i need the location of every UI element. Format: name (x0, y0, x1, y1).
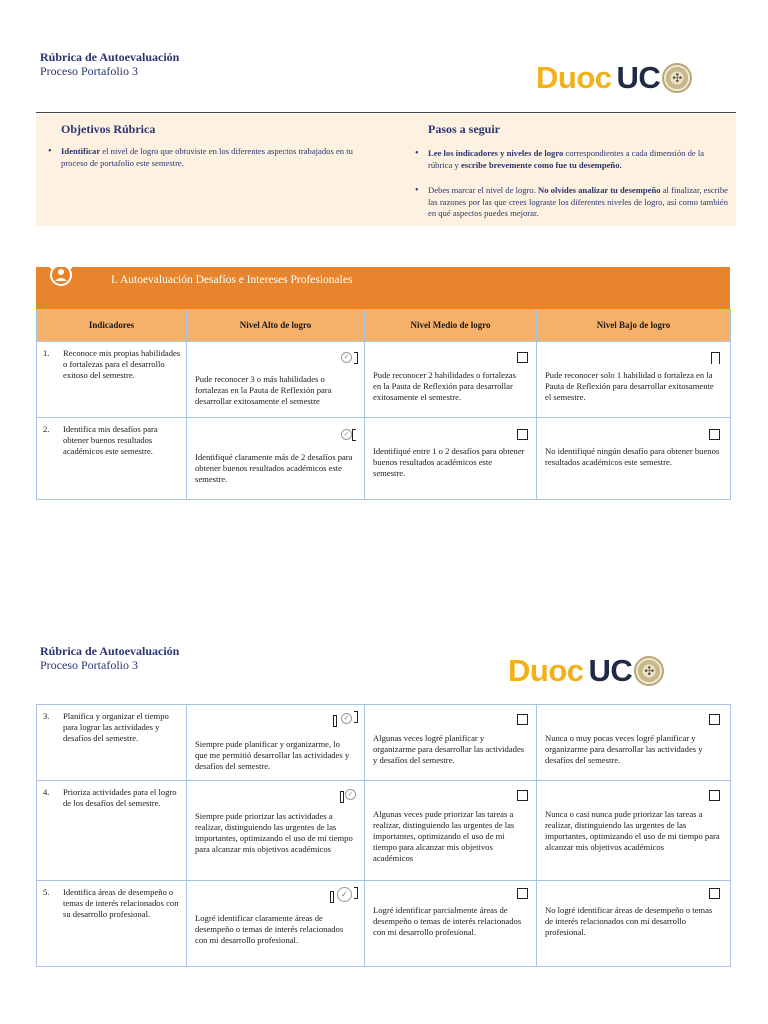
level-medium-text: Pude reconocer 2 habilidades o fortalezas en la Pauta de Reflexión para desarrollar exitosamente el semestre. (373, 370, 516, 402)
checkbox-medium[interactable] (517, 790, 528, 801)
bracket-mark (354, 711, 358, 723)
indicator-cell (37, 418, 187, 500)
level-low-text: Nunca o muy pocas veces logré planificar y organizarme para desarrollar las actividades y desafíos del semestre. (545, 733, 703, 765)
table-header-row (37, 310, 731, 342)
indicator-cell (37, 881, 187, 967)
rubric-table-1 (36, 309, 731, 500)
header-divider (36, 112, 736, 113)
header-nivel-bajo: Nivel Bajo de logro (537, 310, 731, 342)
objectives-bullet (61, 146, 376, 169)
level-low-text: No identifiqué ningún desafío para obtener buenos resultados académicos este semestre. (545, 446, 720, 467)
objectives-text: el nivel de logro que obtuviste en los diferentes aspectos trabajados en tu proceso de portafolio este semestre. (61, 146, 353, 168)
steps-b1-text1: correspondientes a cada dimensión de la rúbrica y (428, 148, 705, 170)
page-subtitle-2: Proceso Portafolio 3 (40, 658, 138, 672)
page-title-2: Rúbrica de Autoevaluación (40, 644, 180, 658)
university-seal-icon: ✣ (662, 63, 692, 93)
check-circle-icon: ✓ (341, 352, 352, 363)
table-row (37, 705, 731, 781)
check-circle-icon: ✓ (345, 789, 356, 800)
checkbox-medium[interactable] (517, 429, 528, 440)
level-low-text: No logré identificar áreas de desempeño o temas de interés relacionados con mi desarrollo profesional. (545, 905, 713, 937)
checkbox-low[interactable] (709, 714, 720, 725)
university-seal-icon: ✣ (634, 656, 664, 686)
row-number: 4. (43, 787, 50, 797)
logo-uc-text: UC (588, 653, 633, 688)
level-low-cell[interactable] (537, 881, 731, 967)
row-number: 5. (43, 887, 50, 897)
checkbox-high[interactable] (333, 715, 337, 727)
level-high-cell[interactable] (187, 881, 365, 967)
row-number: 2. (43, 424, 50, 434)
level-low-cell[interactable] (537, 342, 731, 418)
level-low-cell[interactable] (537, 418, 731, 500)
indicator-text: Identifica mis desafíos para obtener buenos resultados académicos este semestre. (63, 424, 158, 456)
objectives-title: Objetivos Rúbrica (61, 122, 156, 136)
level-medium-cell[interactable] (365, 418, 537, 500)
row-number: 3. (43, 711, 50, 721)
steps-bullet-2 (428, 185, 728, 220)
level-high-cell[interactable] (187, 705, 365, 781)
level-medium-cell[interactable] (365, 881, 537, 967)
objectives-panel (36, 114, 736, 226)
bracket-mark (354, 887, 358, 899)
objectives-bold: Identificar (61, 146, 101, 156)
steps-b1-bold1: Lee los indicadores y niveles de logro (428, 148, 564, 158)
steps-b2-text2: al finalizar, escribe las razones por las que crees lograste los diferentes niveles de logro, así como también en qué aspectos puedes mejorar. (428, 185, 728, 218)
logo-duoc-text: Duoc (536, 60, 612, 95)
indicator-cell (37, 342, 187, 418)
checkbox-high[interactable] (354, 352, 358, 364)
indicator-text: Identifica áreas de desempeño o temas de interés relacionados con su desarrollo profesional. (63, 887, 179, 919)
header-nivel-medio: Nivel Medio de logro (365, 310, 537, 342)
level-medium-cell[interactable] (365, 342, 537, 418)
table-row (37, 342, 731, 418)
indicator-text: Planifica y organizar el tiempo para lograr las actividades y desafíos del semestre. (63, 711, 169, 743)
user-gear-icon (46, 263, 76, 289)
indicator-text: Prioriza actividades para el logro de los desafíos del semestre. (63, 787, 177, 808)
steps-b2-bold: No olvides analizar tu desempeño (538, 185, 661, 195)
table-row (37, 418, 731, 500)
level-high-text: Pude reconocer 3 o más habilidades o fortalezas en la Pauta de Reflexión para desarrollar exitosamente el semestre (195, 374, 332, 406)
page-title: Rúbrica de Autoevaluación (40, 50, 180, 64)
checkbox-medium[interactable] (517, 352, 528, 363)
level-high-cell[interactable] (187, 418, 365, 500)
checkbox-low[interactable] (709, 790, 720, 801)
checkbox-medium[interactable] (517, 714, 528, 725)
level-high-text: Logré identificar claramente áreas de desempeño o temas de interés relacionados con mi desarrollo profesional. (195, 913, 344, 945)
duoc-uc-logo-2 (508, 653, 664, 689)
header-nivel-alto: Nivel Alto de logro (187, 310, 365, 342)
check-circle-icon: ✓ (337, 887, 352, 902)
level-medium-text: Algunas veces logré planificar y organizarme para desarrollar las actividades y desafíos del semestre. (373, 733, 525, 765)
steps-bullet-1 (428, 148, 728, 171)
level-high-text: Identifiqué claramente más de 2 desafíos para obtener buenos resultados académicos este semestre. (195, 452, 353, 484)
duoc-uc-logo (536, 60, 692, 96)
table-row (37, 881, 731, 967)
section-title: I. Autoevaluación Desafíos e Intereses Profesionales (111, 274, 353, 286)
level-medium-cell[interactable] (365, 705, 537, 781)
checkbox-low[interactable] (709, 429, 720, 440)
rubric-table-2 (36, 704, 731, 967)
checkbox-low[interactable] (709, 888, 720, 899)
checkbox-high[interactable] (330, 891, 334, 903)
level-high-text: Siempre pude planificar y organizarme, lo que me permitió desarrollar las actividades y desafíos del semestre. (195, 739, 350, 771)
steps-b2-text1: Debes marcar el nivel de logro. (428, 185, 539, 195)
section-bar (36, 267, 730, 309)
check-circle-icon: ✓ (341, 713, 352, 724)
row-number: 1. (43, 348, 50, 358)
header-indicadores: Indicadores (37, 310, 187, 342)
indicator-cell (37, 705, 187, 781)
check-circle-icon: ✓ (341, 429, 352, 440)
steps-title: Pasos a seguir (428, 122, 500, 136)
checkbox-high[interactable] (340, 791, 344, 803)
page-subtitle: Proceso Portafolio 3 (40, 64, 138, 78)
checkbox-low[interactable] (711, 352, 720, 364)
table-row (37, 781, 731, 881)
level-low-cell[interactable] (537, 781, 731, 881)
checkbox-medium[interactable] (517, 888, 528, 899)
level-low-cell[interactable] (537, 705, 731, 781)
level-low-text: Pude reconocer solo 1 habilidad o fortaleza en la Pauta de Reflexión para desarrollar exitosamente el semestre. (545, 370, 714, 402)
level-medium-text: Algunas veces pude priorizar las tareas a realizar, distinguiendo las urgentes de las importantes, optimizando el uso de mi tiempo para alcanzar mis objetivos académicos (373, 809, 515, 863)
level-high-cell[interactable] (187, 781, 365, 881)
page-header-2 (40, 644, 179, 672)
level-medium-text: Identifiqué entre 1 o 2 desafíos para obtener buenos resultados académicos este semestre. (373, 446, 525, 478)
level-medium-text: Logré identificar parcialmente áreas de desempeño o temas de interés relacionados con mi desarrollo profesional. (373, 905, 522, 937)
page-header (40, 50, 179, 78)
steps-b1-bold2: escribe brevemente como fue tu desempeño. (460, 159, 622, 170)
logo-uc-text: UC (616, 60, 661, 95)
indicator-text: Reconoce mis propias habilidades o fortalezas para el desarrollo exitoso del semestre. (63, 348, 181, 380)
checkbox-high[interactable] (352, 429, 356, 441)
indicator-cell (37, 781, 187, 881)
level-high-cell[interactable] (187, 342, 365, 418)
level-high-text: Siempre pude priorizar las actividades a realizar, distinguiendo las urgentes de las importantes, optimizando el uso de mi tiempo para alcanzar mis objetivos académicos (195, 811, 353, 854)
logo-duoc-text: Duoc (508, 653, 584, 688)
level-low-text: Nunca o casi nunca pude priorizar las tareas a realizar, distinguiendo las urgentes de las importantes, optimizando el uso de mi tiempo para alcanzar mis objetivos académicos (545, 809, 720, 852)
level-medium-cell[interactable] (365, 781, 537, 881)
